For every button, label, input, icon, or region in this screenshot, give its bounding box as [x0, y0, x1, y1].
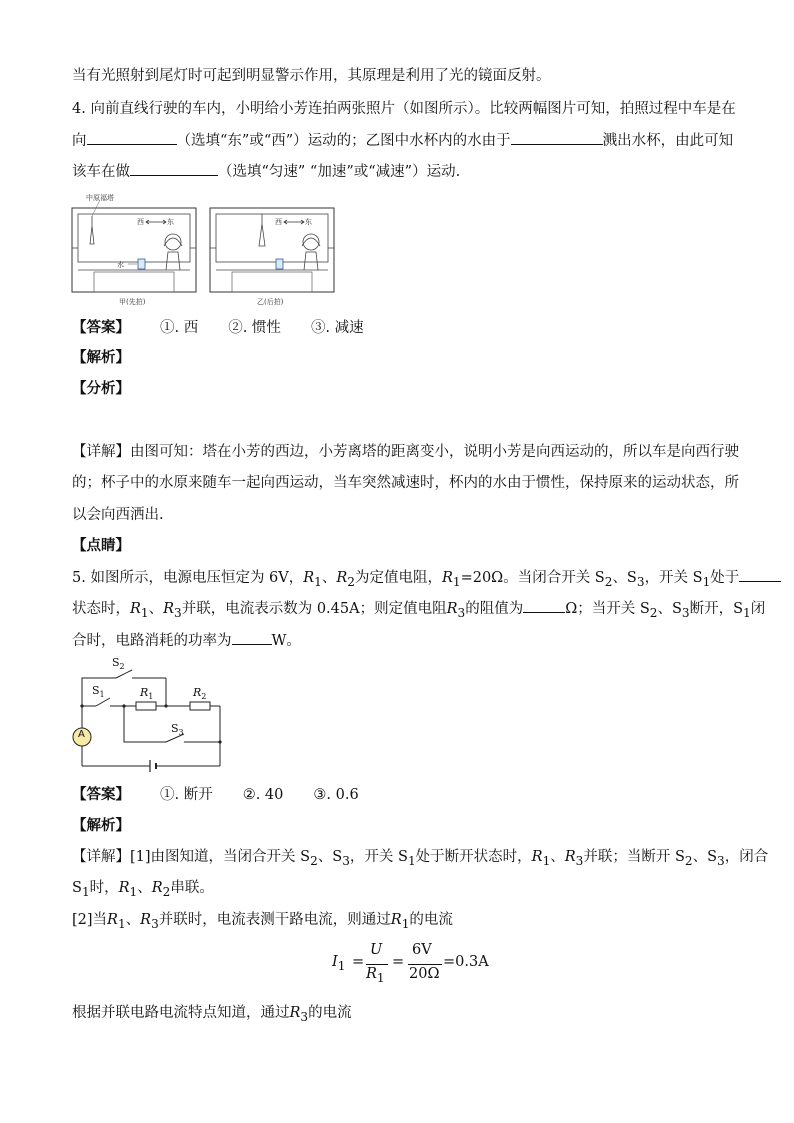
text: （选填“东”或“西”）运动的；乙图中水杯内的水由于 — [176, 133, 511, 149]
answer-item: ①. 西 — [160, 320, 199, 336]
question-5-stem: 5. 如图所示，电源电压恒定为 6V，$R_1$、$R_2$为定值电阻，$R_1=20\Omega$。当闭合开关 $S_2$、$S_3$，开关 $S_1$处于 — [72, 567, 722, 592]
answer-blank-2[interactable] — [511, 130, 603, 145]
photo-right — [210, 208, 334, 292]
q4-detail-3: 以会向西洒出. — [72, 507, 164, 523]
q4-detail-1: 【详解】由图可知：塔在小芳的西边，小芳离塔的距离变小，说明小芳是向西运动的，所以车是向西行驶 — [72, 444, 739, 460]
s1-label: $S_1$ — [92, 684, 105, 700]
switch-s2 — [116, 670, 132, 678]
answer-label: 【答案】 — [72, 319, 130, 336]
caption-left: 甲(先拍) — [119, 298, 146, 306]
east-label-right: 东 — [305, 218, 312, 226]
formula: $I_1$ = U $R_1$ = 6V 20Ω =0.3A — [332, 942, 489, 985]
question-5-line2: 状态时，$R_1$、$R_3$并联，电流表示数为 0.45A；则定值电阻$R_3$的阻值为 Ω；当开关 $S_2$、$S_3$断开，$S_1$闭 — [72, 598, 722, 623]
answer-blank-1[interactable] — [87, 130, 177, 145]
car-photos-figure — [70, 186, 340, 310]
q4-detail-2: 的；杯子中的水原来随车一起向西运动，当车突然减速时，杯内的水由于惯性，保持原来的运动状态，所 — [72, 475, 739, 491]
q4-fenxi-label: 【分析】 — [72, 380, 130, 397]
q5-jiexi-label: 【解析】 — [72, 817, 130, 834]
s2-label: $S_2$ — [112, 656, 125, 672]
tower-label: 中原福塔 — [86, 194, 114, 202]
q5-detail-1: 【详解】[1]由图知道，当闭合开关 $S_2$、$S_3$，开关 $S_1$处于断开状态时，$R_1$、$R_3$并联；当断开 $S_2$、$S_3$，闭合 — [72, 849, 769, 868]
q5-detail-4: 根据并联电路电流特点知道，通过$R_3$的电流 — [72, 1005, 352, 1024]
caption-right: 乙(后拍) — [257, 298, 284, 306]
west-label: 西 — [137, 218, 144, 226]
s3-label: $S_3$ — [171, 722, 184, 738]
answer-blank-3[interactable] — [130, 161, 218, 176]
q5-detail-2: $S_1$时，$R_1$、$R_2$串联。 — [72, 880, 214, 899]
circuit-diagram — [70, 656, 240, 774]
question-4-line2 — [72, 130, 734, 151]
question-4-stem: 4. 向前直线行驶的车内，小明给小芳连拍两张照片（如图所示）。比较两幅图片可知，拍照过程中车是在 — [72, 101, 736, 117]
q4-jiexi-label: 【解析】 — [72, 349, 130, 366]
answer-item: ③. 减速 — [310, 320, 364, 336]
text: 该车在做 — [72, 164, 130, 180]
photo-left — [72, 200, 196, 292]
q5-detail-3: [2]当$R_1$、$R_3$并联时，电流表测干路电流，则通过$R_1$的电流 — [72, 912, 453, 931]
r2-label: $R_2$ — [193, 686, 207, 702]
q4-answer-line — [72, 318, 722, 338]
q5-answer-line: 【答案】 ①. 断开 ②. 40 ③. 0.6 — [72, 786, 359, 803]
answer-blank-3[interactable] — [232, 630, 272, 645]
q4-dianjing-label: 【点睛】 — [72, 537, 130, 554]
question-5-line3: 合时，电路消耗的功率为 W。 — [72, 630, 722, 651]
west-label-right: 西 — [275, 218, 282, 226]
water-label: 水 — [117, 261, 124, 269]
r1-label: $R_1$ — [140, 686, 154, 702]
answer-blank-1[interactable] — [739, 567, 781, 582]
text: 溅出水杯，由此可知 — [602, 133, 734, 149]
ammeter-label: A — [78, 729, 85, 740]
answer-item: ②. 惯性 — [228, 320, 281, 336]
text: 向 — [72, 133, 87, 149]
east-label: 东 — [167, 218, 174, 226]
answer-blank-2[interactable] — [523, 598, 565, 613]
question-4-line3 — [72, 161, 722, 182]
switch-s1 — [96, 698, 110, 706]
text: （选填“匀速” “加速”或“减速”）运动. — [218, 164, 461, 180]
text-line: 当有光照射到尾灯时可起到明显警示作用，其原理是利用了光的镜面反射。 — [72, 68, 551, 84]
